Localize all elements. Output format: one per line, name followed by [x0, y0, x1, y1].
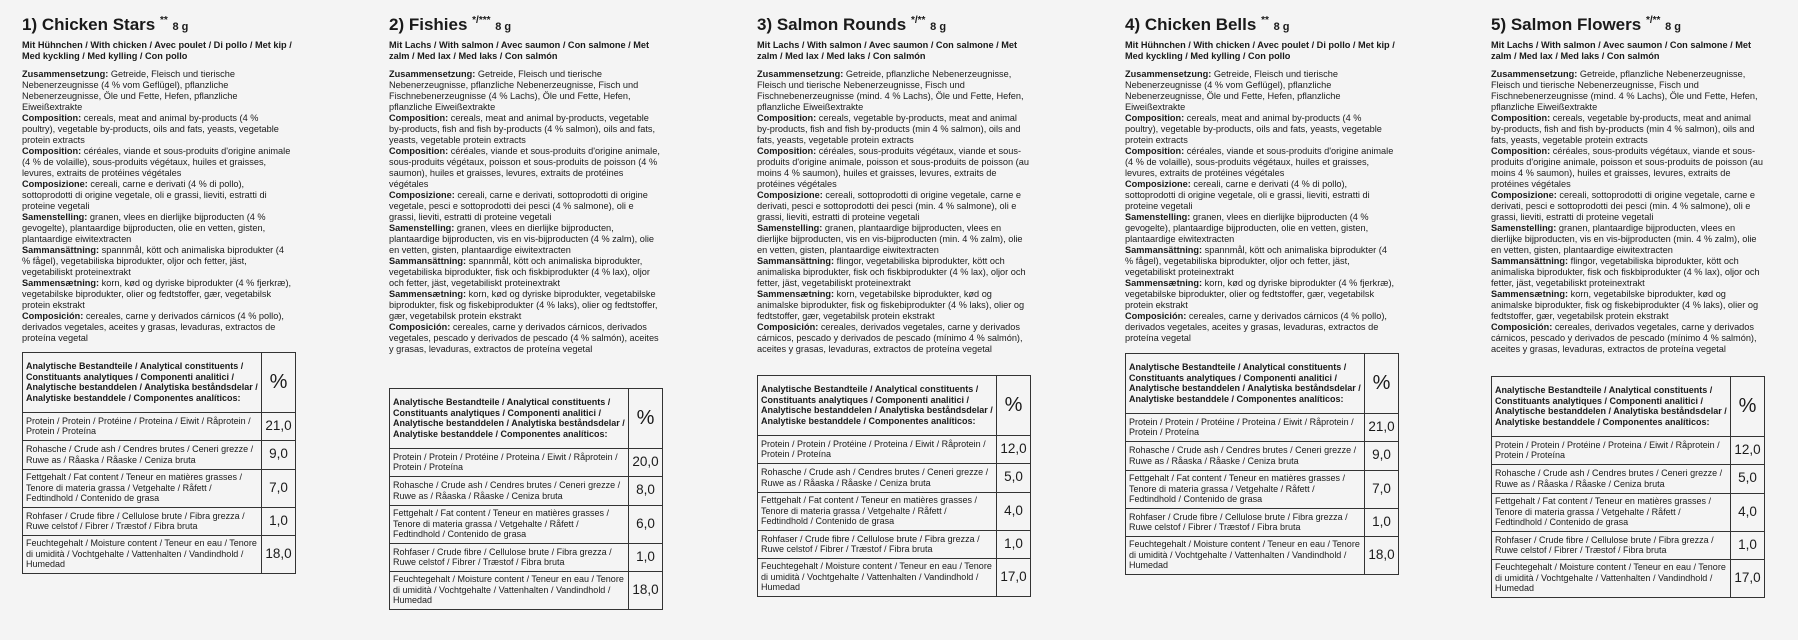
composition-label: Composición:: [1491, 321, 1553, 332]
table-row: [1492, 436, 1765, 464]
composition-label: Zusammensetzung:: [1125, 68, 1212, 79]
constituent-value: 1,0: [997, 530, 1031, 558]
constituent-label: Rohfaser / Crude fibre / Cellulose brute / Fibra grezza / Ruwe celstof / Fibrer / Træstof / Fibra bruta: [758, 530, 997, 558]
constituent-label: Protein / Protein / Protéine / Proteina / Eiwit / Råprotein / Protein / Proteína: [23, 412, 262, 440]
composition-body: spannmål, kött och animaliska biprodukter, vegetabiliska biprodukter, fisk och fiskbiprodukter (4 % lax), oljor och fetter, jäst, vegetabiliskt proteinextrakt: [389, 255, 650, 288]
table-row: [758, 492, 1031, 530]
composition-label: Sammansättning:: [757, 255, 835, 266]
table-row: [1492, 559, 1765, 597]
product-title: 4) Chicken Bells ** 8 g: [1125, 14, 1290, 34]
constituent-value: 1,0: [1731, 531, 1765, 559]
table-row: [23, 440, 296, 469]
composition-label: Composición:: [1125, 310, 1187, 321]
table-row: [1126, 441, 1399, 470]
constituent-value: 20,0: [629, 448, 663, 476]
composition-body: korn, vegetabilske biprodukter, kød og animalske biprodukter, fisk og fiskebiprodukter (4 % laks), olier og fedtstoffer, gær, vegetabilsk protein ekstrakt: [757, 288, 1025, 321]
constituent-value: 17,0: [997, 558, 1031, 596]
percent-header: %: [1365, 353, 1399, 413]
percent-header: %: [262, 352, 296, 412]
composition-body: korn, kød og dyriske biprodukter, vegetabilske biprodukter, fisk og fiskebiprodukter (4 % laks), olier og fedtstoffer, gær, vegetabilsk protein ekstrakt: [389, 288, 658, 321]
table-header: Analytische Bestandteile / Analytical constituents / Constituants analytiques / Componenti analitici / Analytische bestanddelen / Analytiska beståndsdelar / Analytiske bestanddele / Componentes analíticos:: [390, 388, 629, 448]
composition-label: Sammensætning:: [22, 277, 100, 288]
constituent-value: 7,0: [1365, 470, 1399, 508]
constituent-value: 12,0: [1731, 436, 1765, 464]
composition-label: Samenstelling:: [22, 211, 88, 222]
table-row: [23, 535, 296, 573]
composition-body: korn, kød og dyriske biprodukter (4 % fjerkræ), vegetabilske biprodukter, olier og fedtstoffer, gær, vegetabilsk protein ekstrakt: [22, 277, 292, 310]
composition-label: Composition:: [757, 112, 817, 123]
composition-label: Sammansättning:: [1491, 255, 1569, 266]
composition-body: korn, kød og dyriske biprodukter (4 % fjerkræ), vegetabilske biprodukter, olier og fedtstoffer, gær, vegetabilsk protein ekstrakt: [1125, 277, 1395, 310]
product-column: [1491, 10, 1763, 598]
footnote-mark: **: [1261, 15, 1269, 26]
product-weight: 8 g: [495, 20, 512, 33]
constituent-label: Protein / Protein / Protéine / Proteina / Eiwit / Råprotein / Protein / Proteína: [758, 435, 997, 463]
composition-label: Composizione:: [1491, 189, 1557, 200]
composition-body: cereals, vegetable by-products, meat and animal by-products, fish and fish by-products (min 4 % salmon), oils and fats, yeasts, vegetable protein extracts: [1491, 112, 1755, 145]
constituent-value: 9,0: [262, 440, 296, 469]
composition-body: korn, vegetabilske biprodukter, kød og animalske biprodukter, fisk og fiskebiprodukter (4 % laks), olier og fedtstoffer, gær, vegetabilsk protein ekstrakt: [1491, 288, 1759, 321]
composition-body: granen, vlees en dierlijke bijproducten (4 % gevogelte), plantaardige bijproducten, olie en vetten, gisten, plantaardige eiwitextracten: [1125, 211, 1369, 244]
composition-label: Composition:: [1125, 145, 1185, 156]
composition-label: Zusammensetzung:: [22, 68, 109, 79]
table-row: [1492, 493, 1765, 531]
constituent-value: 1,0: [262, 507, 296, 535]
constituent-value: 17,0: [1731, 559, 1765, 597]
constituent-value: 21,0: [262, 412, 296, 440]
composition-label: Composition:: [389, 145, 449, 156]
composition-label: Sammensætning:: [1125, 277, 1203, 288]
product-title: 1) Chicken Stars ** 8 g: [22, 14, 189, 34]
product-weight: 8 g: [1665, 20, 1682, 33]
composition-body: cereals, meat and animal by-products (4 % poultry), vegetable by-products, oils and fats, yeasts, vegetable protein extracts: [22, 112, 279, 145]
composition-label: Samenstelling:: [389, 222, 455, 233]
table-row: [1126, 470, 1399, 508]
footnote-mark: */**: [910, 15, 926, 26]
analytical-table: [22, 352, 296, 574]
composition-label: Composizione:: [22, 178, 88, 189]
composition-body: cereales, carne y derivados cárnicos (4 % pollo), derivados vegetales, aceites y grasas, levaduras, extractos de proteína vegetal: [22, 310, 284, 343]
composition-body: cereals, vegetable by-products, meat and animal by-products, fish and fish by-products (min 4 % salmon), oils and fats, yeasts, vegetable protein extracts: [757, 112, 1021, 145]
constituent-value: 6,0: [629, 505, 663, 543]
constituent-label: Protein / Protein / Protéine / Proteina / Eiwit / Råprotein / Protein / Proteína: [1126, 413, 1365, 441]
composition-text: [389, 69, 661, 355]
composition-text: [1125, 69, 1397, 344]
product-subtitle: Mit Hühnchen / With chicken / Avec poulet / Di pollo / Met kip / Med kyckling / Med kylling / Con pollo: [1125, 39, 1395, 61]
composition-body: Getreide, pflanzliche Nebenerzeugnisse, Fleisch und tierische Nebenerzeugnisse, Fisch und Fischnebenerzeugnisse (mind. 4 % Lachs), Öle und Fette, Hefen, pflanzliche Eiweißextrakte: [757, 68, 1024, 112]
table-row: [390, 543, 663, 571]
composition-body: granen, vlees en dierlijke bijproducten (4 % gevogelte), plantaardige bijproducten, olie en vetten, gisten, plantaardige eiwitextracten: [22, 211, 266, 244]
constituent-value: 18,0: [262, 535, 296, 573]
constituent-label: Protein / Protein / Protéine / Proteina / Eiwit / Råprotein / Protein / Proteína: [390, 448, 629, 476]
table-row: [23, 507, 296, 535]
composition-label: Composizione:: [1125, 178, 1191, 189]
table-row: [390, 448, 663, 476]
constituent-label: Rohfaser / Crude fibre / Cellulose brute / Fibra grezza / Ruwe celstof / Fibrer / Træstof / Fibra bruta: [1492, 531, 1731, 559]
table-row: [1492, 531, 1765, 559]
constituent-value: 9,0: [1365, 441, 1399, 470]
constituent-label: Feuchtegehalt / Moisture content / Teneur en eau / Tenore di umidità / Vochtgehalte / Vattenhalten / Vandindhold / Humedad: [1492, 559, 1731, 597]
constituent-value: 7,0: [262, 469, 296, 507]
constituent-label: Feuchtegehalt / Moisture content / Teneur en eau / Tenore di umidità / Vochtgehalte / Vattenhalten / Vandindhold / Humedad: [23, 535, 262, 573]
composition-label: Sammansättning:: [22, 244, 100, 255]
product-subtitle: Mit Hühnchen / With chicken / Avec poulet / Di pollo / Met kip / Med kyckling / Med kylling / Con pollo: [22, 39, 292, 61]
table-row: [390, 476, 663, 505]
composition-label: Composition:: [1491, 145, 1551, 156]
constituent-label: Feuchtegehalt / Moisture content / Teneur en eau / Tenore di umidità / Vochtgehalte / Vattenhalten / Vandindhold / Humedad: [390, 571, 629, 609]
composition-label: Composición:: [757, 321, 819, 332]
constituent-value: 18,0: [629, 571, 663, 609]
constituent-value: 1,0: [629, 543, 663, 571]
constituent-value: 5,0: [997, 463, 1031, 492]
composition-label: Composition:: [389, 112, 449, 123]
product-title: 3) Salmon Rounds */** 8 g: [757, 14, 947, 34]
footnote-mark: */***: [472, 15, 491, 26]
constituent-label: Fettgehalt / Fat content / Teneur en matières grasses / Tenore di materia grassa / Vetgehalte / Råfett / Fedtindhold / Contenido de grasa: [1492, 493, 1731, 531]
composition-label: Composición:: [389, 321, 451, 332]
footnote-mark: **: [159, 15, 168, 26]
constituent-label: Fettgehalt / Fat content / Teneur en matières grasses / Tenore di materia grassa / Vetgehalte / Råfett / Fedtindhold / Contenido de grasa: [758, 492, 997, 530]
table-row: [390, 505, 663, 543]
composition-body: cereales, carne y derivados cárnicos (4 % pollo), derivados vegetales, aceites y grasas, levaduras, extractos de proteína vegetal: [1125, 310, 1387, 343]
composition-label: Sammansättning:: [389, 255, 467, 266]
table-row: [758, 558, 1031, 596]
table-header: Analytische Bestandteile / Analytical constituents / Constituants analytiques / Componenti analitici / Analytische bestanddelen / Analytiska beståndsdelar / Analytiske bestanddele / Componentes analíticos:: [23, 352, 262, 412]
constituent-value: 12,0: [997, 435, 1031, 463]
constituent-label: Feuchtegehalt / Moisture content / Teneur en eau / Tenore di umidità / Vochtgehalte / Vattenhalten / Vandindhold / Humedad: [758, 558, 997, 596]
product-title: 5) Salmon Flowers */** 8 g: [1491, 14, 1682, 34]
product-column: [757, 10, 1029, 597]
constituent-label: Rohfaser / Crude fibre / Cellulose brute / Fibra grezza / Ruwe celstof / Fibrer / Træstof / Fibra bruta: [23, 507, 262, 535]
constituent-label: Rohfaser / Crude fibre / Cellulose brute / Fibra grezza / Ruwe celstof / Fibrer / Træstof / Fibra bruta: [1126, 508, 1365, 536]
constituent-label: Rohasche / Crude ash / Cendres brutes / Ceneri grezze / Ruwe as / Råaska / Råaske / Ceniza bruta: [23, 440, 262, 469]
table-row: [1492, 464, 1765, 493]
table-header: Analytische Bestandteile / Analytical constituents / Constituants analytiques / Componenti analitici / Analytische bestanddelen / Analytiska beståndsdelar / Analytiske bestanddele / Componentes analíticos:: [758, 375, 997, 435]
composition-body: cereali, sottoprodotti di origine vegetale, carne e derivati, pesci e sottoprodotti dei pesci (min. 4 % salmone), oli e grassi, lieviti, estratti di proteine vegetali: [1491, 189, 1756, 222]
product-column: [1125, 10, 1397, 575]
composition-body: Getreide, Fleisch und tierische Nebenerzeugnisse (4 % vom Geflügel), pflanzliche Nebenerzeugnisse, Öle und Fette, Hefen, pflanzliche Eiweißextrakte: [1125, 68, 1341, 112]
analytical-table: [389, 388, 663, 610]
composition-text: [757, 69, 1029, 355]
percent-header: %: [1731, 376, 1765, 436]
composition-label: Composizione:: [389, 189, 455, 200]
composition-text: [1491, 69, 1763, 355]
composition-body: granen, vlees en dierlijke bijproducten, plantaardige bijproducten, vis en vis-bijproducten (4 % zalm), olie en vetten, gisten, plantaardige eiwitextracten: [389, 222, 655, 255]
product-weight: 8 g: [930, 20, 947, 33]
composition-body: céréales, viande et sous-produits d'origine animale, sous-produits végétaux, poisson et sous-produits de poisson (4 % saumon), huiles et graisses, levures, extraits de protéines végétales: [389, 145, 660, 189]
percent-header: %: [997, 375, 1031, 435]
percent-header: %: [629, 388, 663, 448]
composition-body: céréales, viande et sous-produits d'origine animale (4 % de volaille), sous-produits végétaux, huiles et graisses, levures, extraits de protéines végétales: [22, 145, 291, 178]
composition-body: cereales, carne y derivados cárnicos, derivados vegetales, pescado y derivados de pescado (4 % salmón), aceites y grasas, levaduras, extractos de proteína vegetal: [389, 321, 659, 354]
product-subtitle: Mit Lachs / With salmon / Avec saumon / Con salmone / Met zalm / Med lax / Med laks / Con salmón: [389, 39, 650, 61]
constituent-value: 18,0: [1365, 536, 1399, 574]
table-row: [758, 530, 1031, 558]
composition-label: Zusammensetzung:: [389, 68, 476, 79]
composition-body: cereali, carne e derivati, sottoprodotti di origine vegetale, pesci e sottoprodotti dei pesci (4 % salmone), oli e grassi, lieviti, estratti di proteine vegetali: [389, 189, 648, 222]
composition-label: Composición:: [22, 310, 84, 321]
footnote-mark: */**: [1645, 15, 1661, 26]
composition-label: Sammensætning:: [1491, 288, 1569, 299]
composition-body: céréales, sous-produits végétaux, viande et sous-produits d'origine animale, poisson et sous-produits de poisson (au moins 4 % saumon), huiles et graisses, levures, extraits de protéines végétales: [1491, 145, 1763, 189]
composition-body: granen, plantaardige bijproducten, vlees en dierlijke bijproducten, vis en vis-bijproducten (min. 4 % zalm), olie en vetten, gisten, plantaardige eiwitextracten: [1491, 222, 1757, 255]
composition-label: Composition:: [22, 145, 82, 156]
analytical-table: [757, 375, 1031, 597]
constituent-label: Rohasche / Crude ash / Cendres brutes / Ceneri grezze / Ruwe as / Råaska / Råaske / Ceniza bruta: [390, 476, 629, 505]
table-row: [1126, 413, 1399, 441]
composition-body: granen, plantaardige bijproducten, vlees en dierlijke bijproducten, vis en vis-bijproducten (min. 4 % zalm), olie en vetten, gisten, plantaardige eiwitextracten: [757, 222, 1023, 255]
composition-label: Samenstelling:: [1125, 211, 1191, 222]
product-column: [22, 10, 294, 574]
product-column: [389, 10, 661, 610]
table-row: [758, 463, 1031, 492]
constituent-label: Rohasche / Crude ash / Cendres brutes / Ceneri grezze / Ruwe as / Råaska / Råaske / Ceniza bruta: [758, 463, 997, 492]
constituent-label: Fettgehalt / Fat content / Teneur en matières grasses / Tenore di materia grassa / Vetgehalte / Råfett / Fedtindhold / Contenido de grasa: [390, 505, 629, 543]
table-row: [1126, 508, 1399, 536]
composition-body: cereals, meat and animal by-products (4 % poultry), vegetable by-products, oils and fats, yeasts, vegetable protein extracts: [1125, 112, 1382, 145]
product-weight: 8 g: [1273, 20, 1290, 33]
composition-label: Samenstelling:: [757, 222, 823, 233]
constituent-value: 4,0: [1731, 493, 1765, 531]
product-subtitle: Mit Lachs / With salmon / Avec saumon / Con salmone / Met zalm / Med lax / Med laks / Con salmón: [757, 39, 1018, 61]
constituent-value: 21,0: [1365, 413, 1399, 441]
composition-label: Composition:: [1125, 112, 1185, 123]
analytical-table: [1125, 353, 1399, 575]
constituent-label: Rohfaser / Crude fibre / Cellulose brute / Fibra grezza / Ruwe celstof / Fibrer / Træstof / Fibra bruta: [390, 543, 629, 571]
constituent-value: 4,0: [997, 492, 1031, 530]
table-header: Analytische Bestandteile / Analytical constituents / Constituants analytiques / Componenti analitici / Analytische bestanddelen / Analytiska beståndsdelar / Analytiske bestanddele / Componentes analíticos:: [1126, 353, 1365, 413]
composition-body: cereales, derivados vegetales, carne y derivados cárnicos, pescado y derivados de pescado (mínimo 4 % salmón), aceites y grasas, levaduras, extractos de proteína vegetal: [757, 321, 1023, 354]
composition-text: [22, 69, 294, 344]
composition-label: Zusammensetzung:: [757, 68, 844, 79]
composition-body: cereales, derivados vegetales, carne y derivados cárnicos, pescado y derivados de pescado (mínimo 4 % salmón), aceites y grasas, levaduras, extractos de proteína vegetal: [1491, 321, 1757, 354]
composition-body: cereali, carne e derivati (4 % di pollo), sottoprodotti di origine vegetale, oli e grassi, lieviti, estratti di proteine vegetali: [22, 178, 267, 211]
constituent-value: 8,0: [629, 476, 663, 505]
composition-label: Zusammensetzung:: [1491, 68, 1578, 79]
composition-body: spannmål, kött och animaliska biprodukter (4 % fågel), vegetabiliska biprodukter, oljor och fetter, jäst, vegetabiliskt proteinextrakt: [22, 244, 284, 277]
composition-label: Composition:: [22, 112, 82, 123]
composition-body: Getreide, Fleisch und tierische Nebenerzeugnisse, pflanzliche Nebenerzeugnisse, Fisch und Fischnebenerzeugnisse (4 % Lachs), Öle und Fette, Hefen, pflanzliche Eiweißextrakte: [389, 68, 639, 112]
composition-label: Composizione:: [757, 189, 823, 200]
composition-body: Getreide, pflanzliche Nebenerzeugnisse, Fleisch und tierische Nebenerzeugnisse, Fisch und Fischnebenerzeugnisse (mind. 4 % Lachs), Öle und Fette, Hefen, pflanzliche Eiweißextrakte: [1491, 68, 1758, 112]
composition-body: spannmål, kött och animaliska biprodukter (4 % fågel), vegetabiliska biprodukter, oljor och fetter, jäst, vegetabiliskt proteinextrakt: [1125, 244, 1387, 277]
composition-body: céréales, sous-produits végétaux, viande et sous-produits d'origine animale, poisson et sous-produits de poisson (au moins 4 % saumon), huiles et graisses, levures, extraits de protéines végétales: [757, 145, 1029, 189]
product-title: 2) Fishies */*** 8 g: [389, 14, 512, 34]
constituent-label: Feuchtegehalt / Moisture content / Teneur en eau / Tenore di umidità / Vochtgehalte / Vattenhalten / Vandindhold / Humedad: [1126, 536, 1365, 574]
product-weight: 8 g: [172, 20, 189, 33]
composition-label: Sammensætning:: [389, 288, 467, 299]
composition-body: Getreide, Fleisch und tierische Nebenerzeugnisse (4 % vom Geflügel), pflanzliche Nebenerzeugnisse, Öle und Fette, Hefen, pflanzliche Eiweißextrakte: [22, 68, 238, 112]
composition-body: flingor, vegetabiliska biprodukter, kött och animaliska biprodukter, fisk och fiskbiprodukter (4 % lax), oljor och fetter, jäst, vegetabiliskt proteinextrakt: [757, 255, 1026, 288]
product-subtitle: Mit Lachs / With salmon / Avec saumon / Con salmone / Met zalm / Med lax / Med laks / Con salmón: [1491, 39, 1752, 61]
table-row: [390, 571, 663, 609]
constituent-value: 1,0: [1365, 508, 1399, 536]
composition-label: Composition:: [1491, 112, 1551, 123]
composition-label: Sammensætning:: [757, 288, 835, 299]
table-row: [23, 469, 296, 507]
composition-body: cereali, carne e derivati (4 % di pollo), sottoprodotti di origine vegetale, oli e grassi, lieviti, estratti di proteine vegetali: [1125, 178, 1370, 211]
composition-label: Sammansättning:: [1125, 244, 1203, 255]
table-row: [758, 435, 1031, 463]
constituent-value: 5,0: [1731, 464, 1765, 493]
composition-body: cereals, meat and animal by-products, vegetable by-products, fish and fish by-products (4 % salmon), oils and fats, yeasts, vegetable protein extracts: [389, 112, 656, 145]
composition-body: cereali, sottoprodotti di origine vegetale, carne e derivati, pesci e sottoprodotti dei pesci (min. 4 % salmone), oli e grassi, lieviti, estratti di proteine vegetali: [757, 189, 1022, 222]
composition-label: Samenstelling:: [1491, 222, 1557, 233]
table-header: Analytische Bestandteile / Analytical constituents / Constituants analytiques / Componenti analitici / Analytische bestanddelen / Analytiska beståndsdelar / Analytiske bestanddele / Componentes analíticos:: [1492, 376, 1731, 436]
analytical-table: [1491, 376, 1765, 598]
composition-label: Composition:: [757, 145, 817, 156]
table-row: [23, 412, 296, 440]
constituent-label: Rohasche / Crude ash / Cendres brutes / Ceneri grezze / Ruwe as / Råaska / Råaske / Ceniza bruta: [1492, 464, 1731, 493]
composition-body: flingor, vegetabiliska biprodukter, kött och animaliska biprodukter, fisk och fiskbiprodukter (4 % lax), oljor och fetter, jäst, vegetabiliskt proteinextrakt: [1491, 255, 1760, 288]
constituent-label: Fettgehalt / Fat content / Teneur en matières grasses / Tenore di materia grassa / Vetgehalte / Råfett / Fedtindhold / Contenido de grasa: [23, 469, 262, 507]
constituent-label: Fettgehalt / Fat content / Teneur en matières grasses / Tenore di materia grassa / Vetgehalte / Råfett / Fedtindhold / Contenido de grasa: [1126, 470, 1365, 508]
constituent-label: Rohasche / Crude ash / Cendres brutes / Ceneri grezze / Ruwe as / Råaska / Råaske / Ceniza bruta: [1126, 441, 1365, 470]
composition-body: céréales, viande et sous-produits d'origine animale (4 % de volaille), sous-produits végétaux, huiles et graisses, levures, extraits de protéines végétales: [1125, 145, 1394, 178]
constituent-label: Protein / Protein / Protéine / Proteina / Eiwit / Råprotein / Protein / Proteína: [1492, 436, 1731, 464]
table-row: [1126, 536, 1399, 574]
